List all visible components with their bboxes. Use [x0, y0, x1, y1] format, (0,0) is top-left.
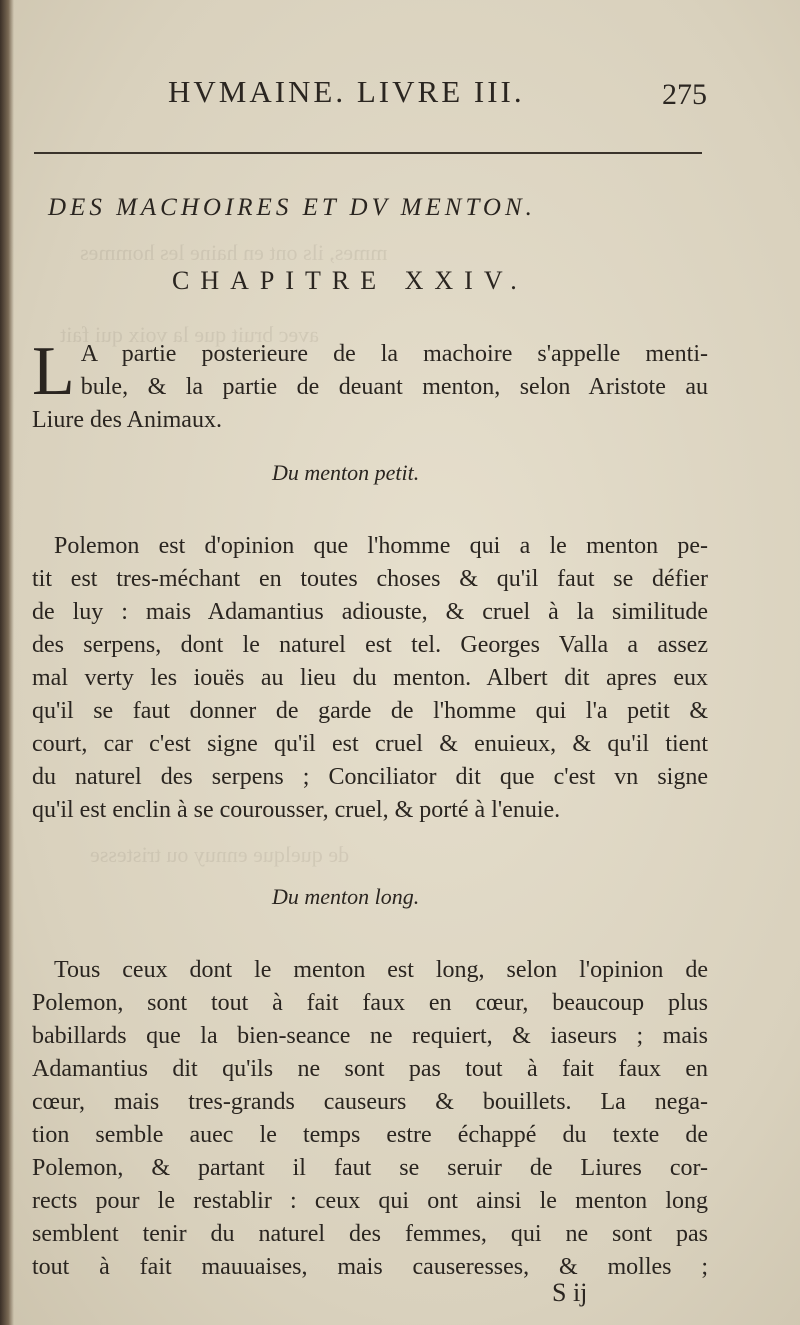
text-line: du naturel des serpens ; Conciliator dit que c'est vn signe	[32, 764, 708, 790]
header-rule	[34, 152, 702, 154]
text-line: A partie posterieure de la machoire s'appelle menti-	[80, 341, 708, 367]
text-line: tit est tres-méchant en toutes choses & qu'il faut se défier	[32, 566, 708, 592]
text-line: qu'il se faut donner de garde de l'homme qui l'a petit &	[32, 698, 708, 724]
show-through-text: de quelque ennuy ou tristesse	[90, 842, 350, 867]
text-line: Polemon, sont tout à fait faux en cœur, beaucoup plus	[32, 990, 708, 1016]
text-line: cœur, mais tres-grands causeurs & bouillets. La nega-	[32, 1089, 708, 1115]
show-through-text: avec bruit que la voix qui fait	[60, 322, 320, 347]
section-title: DES MACHOIRES ET DV MENTON.	[48, 194, 536, 221]
paragraph-2	[32, 530, 708, 827]
paragraph-3	[32, 954, 708, 1284]
text-line: tout à fait mauuaises, mais causeresses, & molles ;	[32, 1254, 708, 1280]
drop-cap: L	[32, 333, 75, 410]
text-line: mal verty les iouës au lieu du menton. Albert dit apres eux	[32, 665, 708, 691]
text-line: Liure des Animaux.	[32, 407, 222, 433]
text-line: de luy : mais Adamantius adiouste, & cruel à la similitude	[32, 599, 708, 625]
page-number: 275	[662, 78, 707, 111]
running-head: HVMAINE. LIVRE III.	[168, 74, 525, 109]
text-line: bule, & la partie de deuant menton, selon Aristote au	[80, 374, 708, 400]
text-line: tion semble auec le temps estre échappé du texte de	[32, 1122, 708, 1148]
text-line: court, car c'est signe qu'il est cruel & enuieux, & qu'il tient	[32, 731, 708, 757]
subheading: Du menton petit.	[272, 460, 420, 485]
book-spine-shadow	[0, 0, 14, 1325]
text-line: babillards que la bien-seance ne requiert, & iaseurs ; mais	[32, 1023, 708, 1049]
text-line: rects pour le restablir : ceux qui ont ainsi le menton long	[32, 1188, 708, 1214]
text-line: qu'il est enclin à se courousser, cruel, & porté à l'enuie.	[32, 797, 561, 823]
text-line: Polemon est d'opinion que l'homme qui a le menton pe-	[54, 533, 708, 559]
signature-mark: S ij	[552, 1278, 588, 1307]
text-line: Polemon, & partant il faut se seruir de Liures cor-	[32, 1155, 708, 1181]
chapter-title: CHAPITRE XXIV.	[172, 266, 528, 295]
subheading: Du menton long.	[272, 884, 420, 909]
text-line: des serpens, dont le naturel est tel. Georges Valla a assez	[32, 632, 708, 658]
show-through-text: mmes, ils ont en haine les hommes	[80, 240, 388, 265]
text-line: semblent tenir du naturel des femmes, qui ne sont pas	[32, 1221, 708, 1247]
text-line: Adamantius dit qu'ils ne sont pas tout à fait faux en	[32, 1056, 708, 1082]
text-line: Tous ceux dont le menton est long, selon l'opinion de	[54, 957, 708, 983]
